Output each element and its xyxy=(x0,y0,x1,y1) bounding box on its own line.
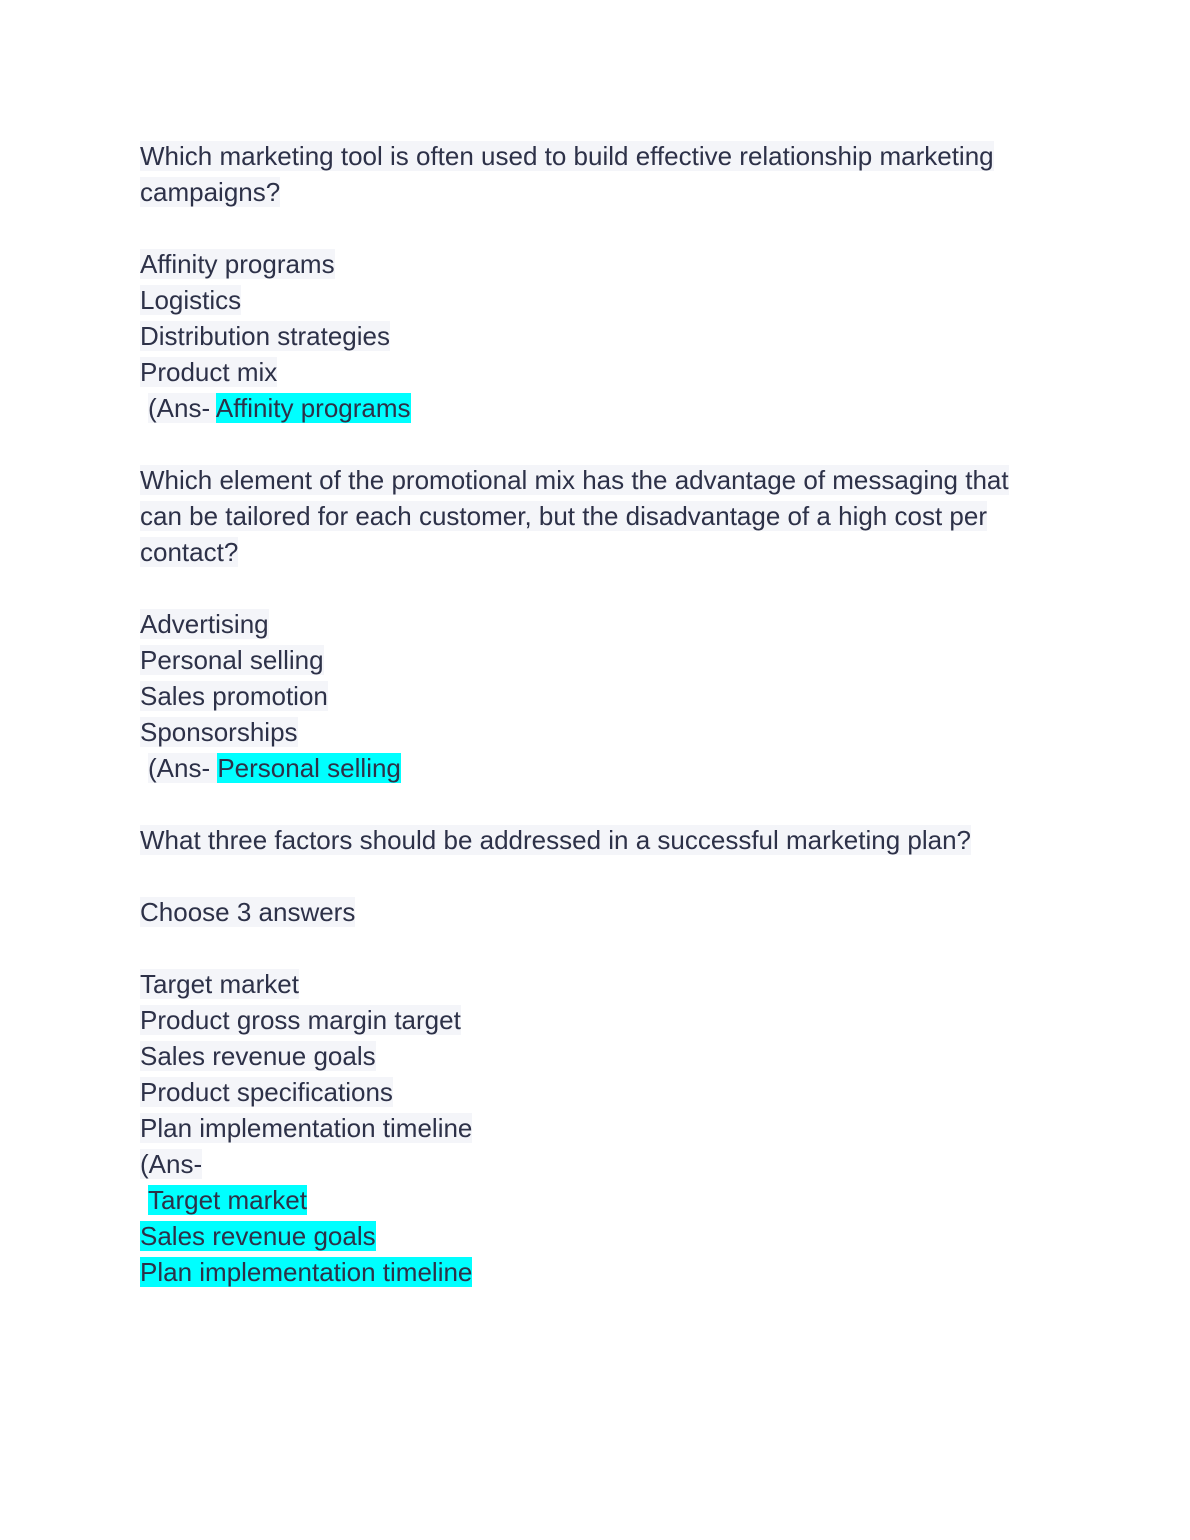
question-text-line: Which marketing tool is often used to build effective relationship marketing xyxy=(140,141,994,171)
answer-prefix: (Ans- xyxy=(140,1149,203,1179)
option-item: Sales promotion xyxy=(140,681,328,711)
highlighted-answer: Personal selling xyxy=(217,753,401,783)
option-item: Affinity programs xyxy=(140,249,335,279)
answer-line xyxy=(140,390,1060,426)
option-item: Plan implementation timeline xyxy=(140,1113,473,1143)
question-text-line: What three factors should be addressed in a successful marketing plan? xyxy=(140,825,972,855)
answer-prefix: (Ans- xyxy=(148,393,216,423)
option-item: Product specifications xyxy=(140,1077,393,1107)
highlighted-answer: Target market xyxy=(148,1185,307,1215)
document-page xyxy=(140,138,1060,1290)
option-item: Advertising xyxy=(140,609,269,639)
option-item: Sales revenue goals xyxy=(140,1041,376,1071)
question-instruction: Choose 3 answers xyxy=(140,897,356,927)
option-item: Target market xyxy=(140,969,299,999)
option-item: Logistics xyxy=(140,285,242,315)
question-text-line: contact? xyxy=(140,537,239,567)
option-item: Personal selling xyxy=(140,645,324,675)
question-text-line: campaigns? xyxy=(140,177,281,207)
option-item: Sponsorships xyxy=(140,717,298,747)
highlighted-answer: Plan implementation timeline xyxy=(140,1257,473,1287)
answer-line xyxy=(140,750,1060,786)
answer-prefix: (Ans- xyxy=(148,753,218,783)
highlighted-answer: Sales revenue goals xyxy=(140,1221,376,1251)
question-text-line: can be tailored for each customer, but the disadvantage of a high cost per xyxy=(140,501,987,531)
question-block-3 xyxy=(140,822,1060,1290)
question-text-line: Which element of the promotional mix has the advantage of messaging that xyxy=(140,465,1009,495)
question-block-2 xyxy=(140,462,1060,786)
option-item: Distribution strategies xyxy=(140,321,390,351)
highlighted-answer: Affinity programs xyxy=(215,393,411,423)
option-item: Product mix xyxy=(140,357,278,387)
option-item: Product gross margin target xyxy=(140,1005,461,1035)
question-block-1 xyxy=(140,138,1060,426)
